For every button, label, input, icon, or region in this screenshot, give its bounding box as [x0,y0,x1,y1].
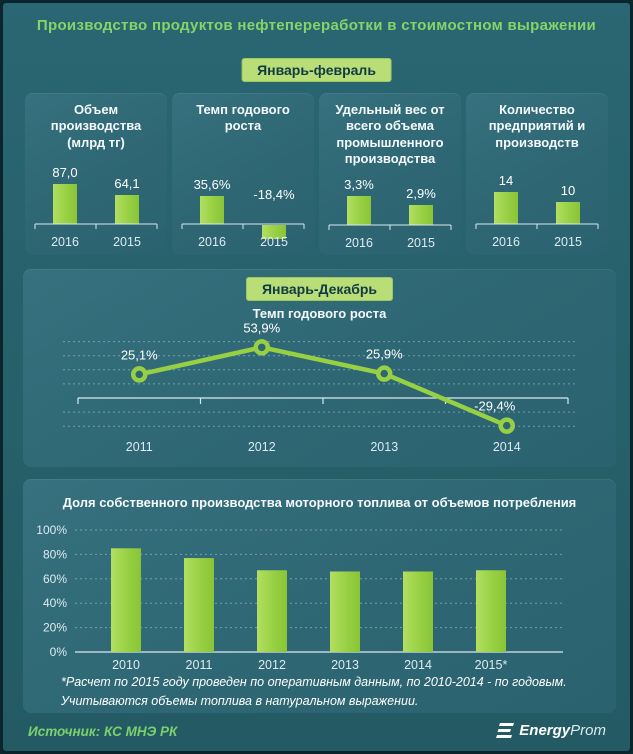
bar [556,202,580,224]
value-label: 3,3% [344,177,374,192]
mini-axis [476,224,598,229]
year-label: 2013 [331,658,359,672]
bar [257,570,287,652]
year-label: 2015 [407,236,435,250]
value-label: 14 [498,173,514,188]
data-point [256,341,268,353]
value-label: 2,9% [406,186,436,201]
bar [200,196,224,224]
year-label: 2012 [258,658,286,672]
share-mini-bar-chart [323,167,457,256]
year-label: 2013 [370,440,399,454]
energyprom-logo [494,722,606,739]
fuel-share-bar-chart [23,510,616,681]
value-label: -18,4% [253,187,295,202]
value-label: 10 [560,183,576,198]
value-label: -29,4% [474,398,516,414]
kpi-card-share [319,93,461,255]
annual-growth-panel [23,269,616,467]
year-label: 2015 [554,235,582,249]
bar [111,548,141,652]
year-label: 2014 [492,440,521,454]
bar [403,571,433,652]
mini-axis [329,225,451,230]
bar [347,196,371,225]
kpi-card-title: Темп годового роста [196,102,290,134]
year-label: 2015* [474,658,508,672]
footer [3,711,630,751]
value-label: 25,9% [365,346,403,362]
mini-axis [35,224,157,229]
kpi-card-title: Объем производства (млрд тг) [50,102,142,150]
y-tick-label: 80% [42,547,67,562]
year-label: 2012 [247,440,276,454]
logo-text: EnergyProm [519,722,606,739]
bar [330,571,360,652]
year-label: 2015 [113,235,141,249]
footnote-line-1: *Расчет по 2015 году проведен по оперативным данным, по 2010-2014 - по годовым. [61,675,567,689]
kpi-cards-row [25,93,608,255]
bar [476,570,506,652]
bar [494,192,518,224]
bar [115,195,139,224]
line-chart-title: Темп годового роста [252,306,387,321]
year-label: 2015 [260,235,288,249]
value-label: 35,6% [193,177,231,192]
value-label: 53,9% [243,321,281,336]
energyprom-logo-icon [494,723,514,739]
year-label: 2016 [345,236,373,250]
year-label: 2011 [125,440,153,454]
year-label: 2010 [112,658,140,672]
y-tick-label: 60% [42,571,67,586]
year-label: 2016 [198,235,226,249]
data-point [501,420,513,432]
year-label: 2016 [492,235,520,249]
value-label: 64,1 [114,176,140,191]
bar [409,205,433,225]
kpi-card-volume [25,93,167,255]
value-label: 87,0 [52,166,78,180]
bar [184,558,214,652]
bar-chart-title: Доля собственного производства моторного топлива от объемов потребления [62,495,577,510]
bar [53,184,77,224]
kpi-card-title: Количество предприятий и производств [488,102,586,150]
period-badge-jan-feb: Январь-февраль [241,58,392,82]
kpi-card-enterprises [466,93,608,255]
footnote [61,673,567,711]
kpi-card-title: Удельный вес от всего объема промышленного производства [335,102,445,166]
value-label: 25,1% [120,347,158,363]
annual-growth-line-chart [23,321,616,468]
period-badge-jan-dec: Январь-Декабрь [246,277,393,301]
y-tick-label: 20% [42,620,67,635]
growth-line [139,347,507,425]
page-title: Производство продуктов нефтепереработки в стоимостном выражении [36,17,597,34]
kpi-card-growth [172,93,314,255]
volume-mini-bar-chart [29,166,163,255]
y-tick-label: 100% [36,523,67,537]
source-label: Источник: КС МНЭ РК [28,724,178,739]
footnote-line-2: Учитываются объемы топлива в натуральном выражении. [61,693,419,708]
growth-mini-bar-chart [176,166,310,255]
y-tick-label: 0% [49,645,67,659]
y-tick-label: 40% [42,596,67,611]
year-label: 2016 [51,235,79,249]
fuel-share-panel [23,479,616,713]
enterprises-mini-bar-chart [470,166,604,255]
year-label: 2014 [404,658,432,672]
data-point [133,368,145,380]
year-label: 2011 [185,658,213,672]
data-point [378,368,390,380]
